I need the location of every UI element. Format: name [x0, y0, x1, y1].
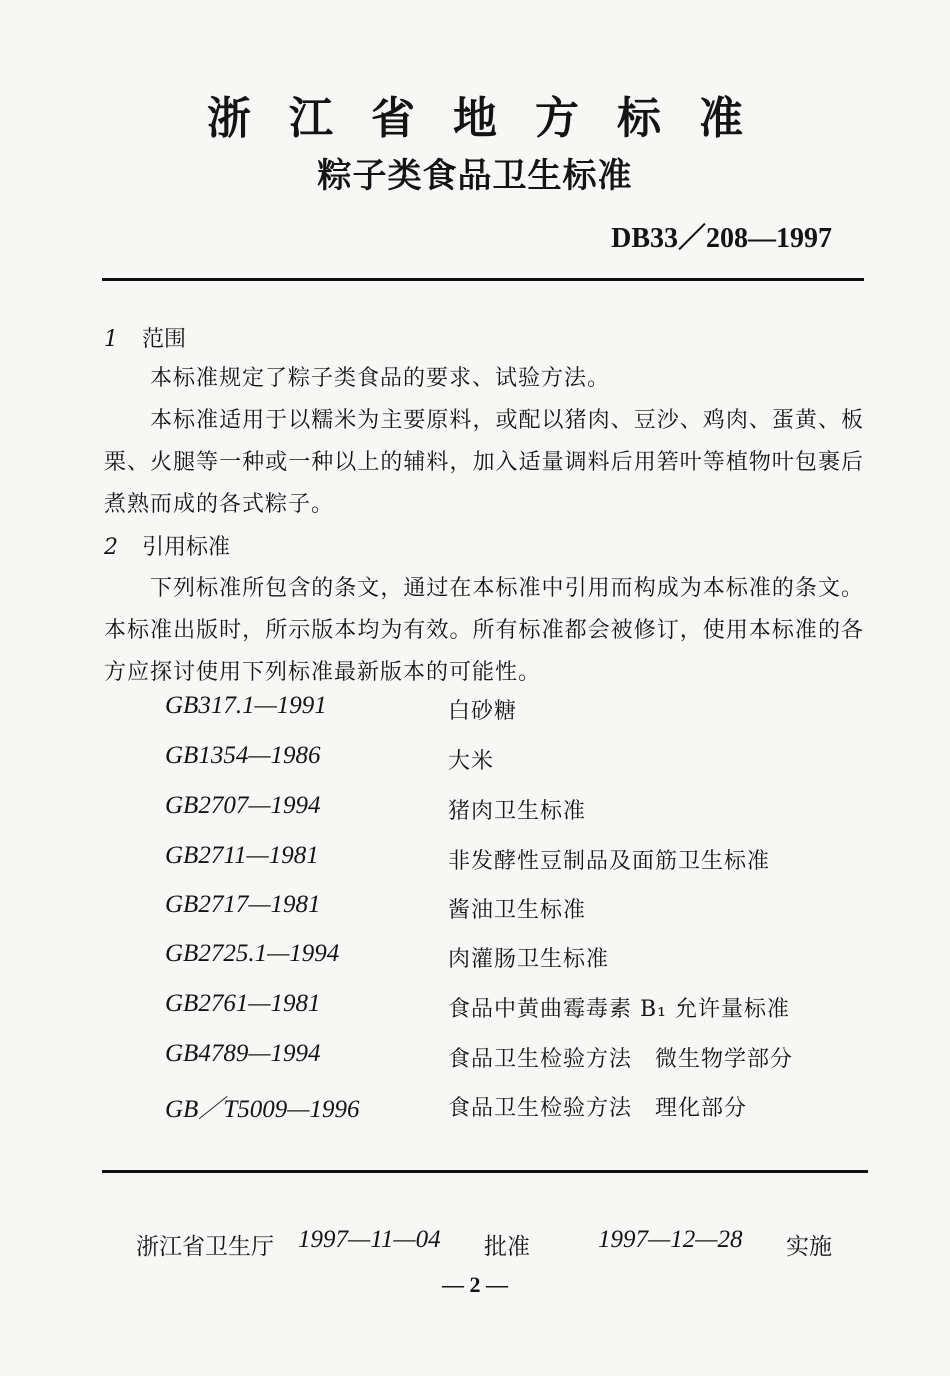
reference-name: 食品中黄曲霉毒素 B₁ 允许量标准 [448, 997, 790, 1022]
approve-label: 批准 [484, 1234, 530, 1260]
reference-name: 食品卫生检验方法 理化部分 [448, 1096, 748, 1121]
reference-code: GB2711—1981 [165, 842, 319, 869]
standard-code: DB33／208—1997 [611, 223, 832, 254]
reference-name: 大米 [448, 749, 495, 774]
section-1-heading [104, 322, 186, 353]
reference-code: GB／T5009—1996 [165, 1096, 360, 1123]
reference-name: 猪肉卫生标准 [448, 799, 587, 824]
reference-code: GB2717—1981 [165, 891, 321, 918]
reference-name: 白砂糖 [448, 699, 518, 724]
section-1-paragraph-1: 本标准规定了粽子类食品的要求、试验方法。 [150, 366, 611, 391]
section-title: 引用标准 [142, 535, 231, 560]
implement-date: 1997—12—28 [598, 1226, 743, 1253]
section-number: 2 [104, 535, 118, 560]
reference-code: GB4789—1994 [165, 1040, 321, 1067]
section-2-paragraph-1: 下列标准所包含的条文，通过在本标准中引用而构成为本标准的条文。本标准出版时，所示版本均为有效。所有标准都会被修订，使用本标准的各方应探讨使用下列标准最新版本的可能性。 [104, 576, 864, 685]
implement-label: 实施 [786, 1234, 832, 1260]
reference-name: 酱油卫生标准 [448, 898, 587, 923]
reference-code: GB2725.1—1994 [165, 940, 340, 967]
section-2-heading [104, 530, 230, 561]
reference-code: GB2707—1994 [165, 792, 321, 819]
approve-date: 1997—11—04 [298, 1226, 441, 1253]
reference-name: 非发酵性豆制品及面筋卫生标准 [448, 849, 771, 874]
document-subtitle: 粽子类食品卫生标准 [317, 156, 633, 196]
section-1-paragraph-2: 本标准适用于以糯米为主要原料，或配以猪肉、豆沙、鸡肉、蛋黄、板栗、火腿等一种或一种以上的辅料，加入适量调料后用箬叶等植物叶包裹后煮熟而成的各式粽子。 [104, 408, 864, 517]
reference-name: 肉灌肠卫生标准 [448, 947, 610, 972]
reference-name: 食品卫生检验方法 微生物学部分 [448, 1047, 794, 1072]
reference-code: GB2761—1981 [165, 990, 321, 1017]
section-title: 范围 [142, 327, 187, 352]
footer-divider [102, 1170, 868, 1173]
issuer: 浙江省卫生厅 [136, 1234, 274, 1260]
header-divider [102, 278, 864, 281]
reference-code: GB317.1—1991 [165, 692, 327, 719]
section-number: 1 [104, 327, 118, 352]
page-number: — 2 — [442, 1272, 508, 1297]
document-title: 浙江省地方标准 [207, 93, 781, 144]
reference-code: GB1354—1986 [165, 742, 321, 769]
